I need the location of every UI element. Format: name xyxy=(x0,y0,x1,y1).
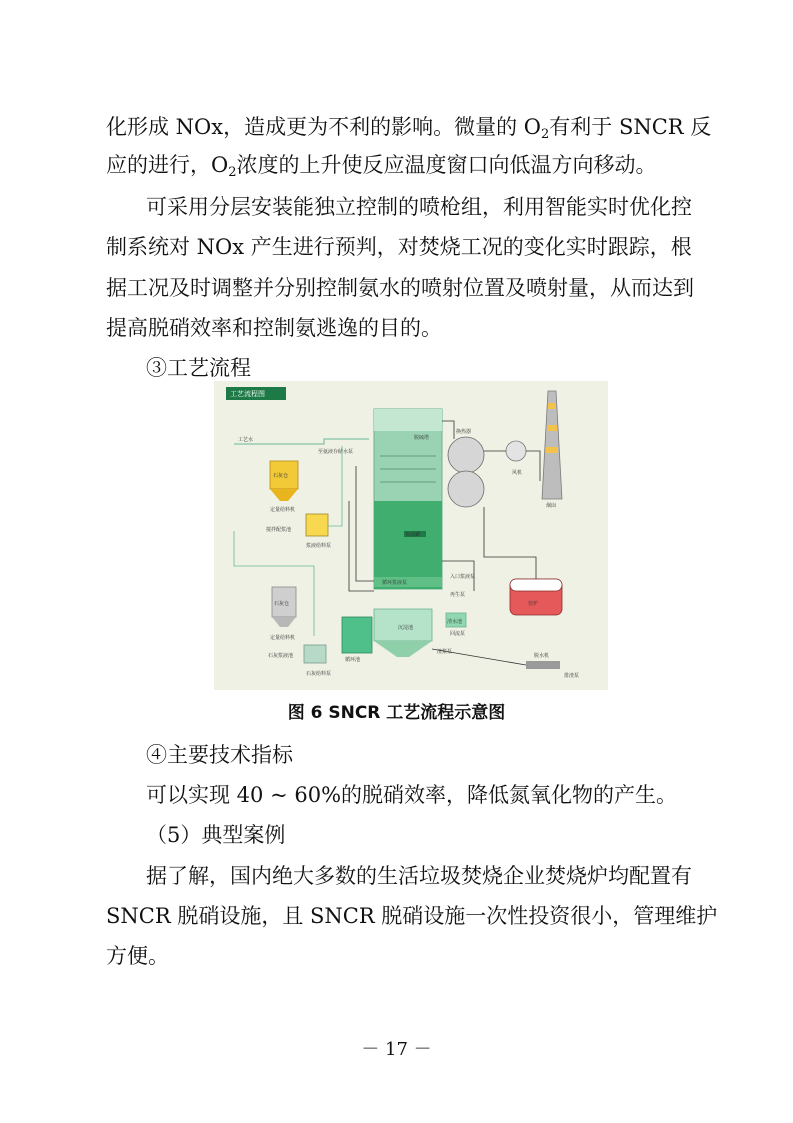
label-clear-tank: 清水池 xyxy=(447,619,463,625)
paragraph-1-line-1 xyxy=(106,112,712,142)
label-furnace: 窑炉 xyxy=(528,601,539,607)
paragraph-1-line-2 xyxy=(106,150,657,180)
pipe-fan-chimney xyxy=(526,451,540,481)
mixing-tank xyxy=(306,514,328,536)
label-recycle-pump: 回流泵 xyxy=(450,631,466,637)
label-heat-exchanger: 换热器 xyxy=(456,429,472,435)
diagram-title-text: 工艺流程图 xyxy=(230,390,265,398)
label-reheater: 再生泵 xyxy=(450,592,466,598)
label-chimney: 烟囱 xyxy=(546,503,557,509)
label-inlet-pump: 入口浆液泵 xyxy=(450,574,476,580)
pipe-recirc-left xyxy=(349,501,374,591)
label-water-in: 工艺水 xyxy=(238,437,254,443)
settling-cone xyxy=(374,641,432,657)
page-number: － 17 － xyxy=(361,1039,432,1060)
paragraph-4-line-2: SNCR 脱硝设施，且 SNCR 脱硝设施一次性投资很小，管理维护 xyxy=(106,904,718,928)
label-settling: 沉淀池 xyxy=(398,625,414,631)
label-gypsum-feeder: 定量给料机 xyxy=(270,635,296,641)
pipe-water xyxy=(234,439,369,444)
text-run: 浓度的上升使反应温度窗口向低温方向移动。 xyxy=(236,153,657,177)
label-dewater: 脱水机 xyxy=(534,653,550,659)
stone-tank xyxy=(304,645,326,663)
heading-technical-indicators: ④主要技术指标 xyxy=(146,743,293,767)
absorber-top xyxy=(374,409,442,431)
subscript: 2 xyxy=(228,165,237,180)
chimney-band-3 xyxy=(546,447,558,453)
process-flow-diagram xyxy=(214,381,608,690)
label-lime-silo: 石灰仓 xyxy=(273,473,289,479)
label-oxid-tank: 循环池 xyxy=(345,657,361,663)
paragraph-4-line-1: 据了解，国内绝大多数的生活垃圾焚烧企业焚烧炉均配置有 xyxy=(146,864,692,888)
label-circ-pump: 循环浆液泵 xyxy=(382,580,408,586)
pipe-to-dewater xyxy=(432,649,526,665)
paragraph-2-line-2: 制系统对 NOx 产生进行预判，对焚烧工况的变化实时跟踪，根 xyxy=(106,235,692,259)
label-slurry-tank: 浆液罐 xyxy=(405,532,421,538)
paragraph-2-line-3: 据工况及时调整并分别控制氨水的喷射位置及喷射量，从而达到 xyxy=(106,276,694,300)
pipe-absorber-hx xyxy=(442,421,454,439)
oxid-tank xyxy=(342,617,372,653)
heading-process-flow: ③工艺流程 xyxy=(146,356,251,380)
text-run: 有利于 SNCR 反 xyxy=(549,115,712,139)
label-gypsum-silo: 石灰仓 xyxy=(274,601,290,607)
dewater-machine xyxy=(526,661,560,669)
pipe-slurry-up xyxy=(328,446,342,526)
lime-silo-cone xyxy=(270,489,298,501)
pipe-furnace-hx xyxy=(484,507,536,579)
label-quant-feeder: 定量给料机 xyxy=(270,507,296,513)
chimney-band-1 xyxy=(548,403,556,409)
process-flow-svg xyxy=(214,381,608,690)
label-slag: 排渣泵 xyxy=(564,673,580,679)
heat-exchanger-top xyxy=(448,437,484,473)
heading-typical-cases: （5）典型案例 xyxy=(146,823,286,847)
figure-caption: 图 6 SNCR 工艺流程示意图 xyxy=(287,703,506,723)
paragraph-2-line-1: 可采用分层安装能独立控制的喷枪组，利用智能实时优化控 xyxy=(146,195,692,219)
text-run: 应的进行，O xyxy=(106,153,229,177)
label-absorber: 脱硫塔 xyxy=(414,435,430,441)
label-fan: 风机 xyxy=(512,470,523,476)
absorber-liquid xyxy=(374,501,442,589)
chimney-band-2 xyxy=(547,425,557,431)
subscript: 2 xyxy=(541,127,550,142)
label-pump-top: 至氨液存储水泵 xyxy=(318,449,354,455)
paragraph-4-line-3: 方便。 xyxy=(106,944,169,968)
label-slurry-pump: 浆液给料泵 xyxy=(306,543,332,549)
pipe-recirc-left-2 xyxy=(356,466,374,581)
label-stone-tank: 石灰浆液池 xyxy=(268,653,294,659)
pipe-water-2 xyxy=(234,531,314,636)
label-mixing-tank: 搅拌配浆池 xyxy=(266,527,292,533)
paragraph-2-line-4: 提高脱硝效率和控制氨逃逸的目的。 xyxy=(106,316,442,340)
label-sludge-pump: 渣浆泵 xyxy=(437,649,453,655)
furnace-top xyxy=(510,579,562,591)
fan xyxy=(506,441,526,461)
label-stone-pump: 石灰给料泵 xyxy=(306,671,332,677)
heat-exchanger-bottom xyxy=(448,471,484,507)
gypsum-silo-cone xyxy=(272,617,296,627)
paragraph-3: 可以实现 40 ~ 60%的脱硝效率，降低氮氧化物的产生。 xyxy=(146,783,678,807)
text-run: 化形成 NOx，造成更为不利的影响。微量的 O xyxy=(106,115,541,139)
